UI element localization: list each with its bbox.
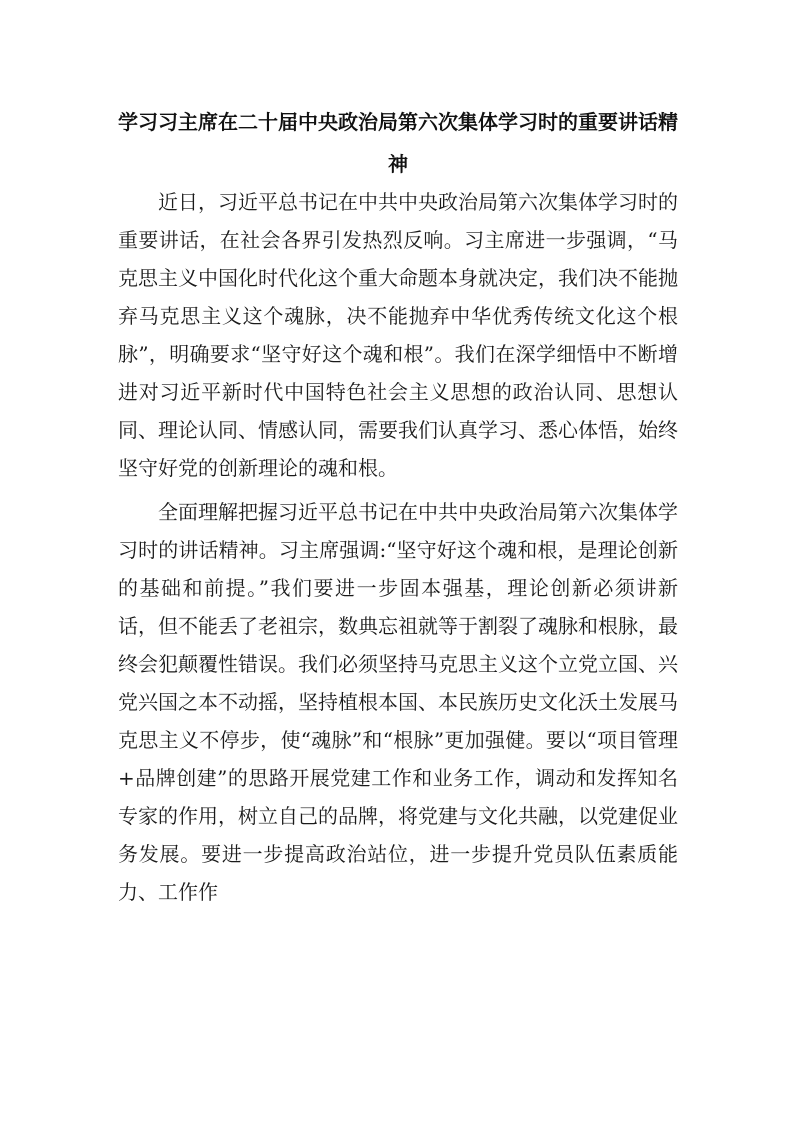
paragraph-2: 全面理解把握习近平总书记在中共中央政治局第六次集体学习时的讲话精神。习主席强调:“坚守好这个魂和根，是理论创新的基础和前提。”我们要进一步固本强基，理论创新必须讲新话，但不能丢了老祖宗，数典忘祖就等于割裂了魂脉和根脉，最终会犯颠覆性错误。我们必须坚持马克思主义这个立党立国、兴党兴国之本不动摇，坚持植根本国、本民族历史文化沃土发展马克思主义不停步，使“魂脉”和“根脉”更加强健。要以“项目管理+品牌创建”的思路开展党建工作和业务工作，调动和发挥知名专家的作用，树立自己的品牌，将党建与文化共融，以党建促业务发展。要进一步提高政治站位，进一步提升党员队伍素质能力、工作作 [118,500,678,904]
paragraph-1: 近日，习近平总书记在中共中央政治局第六次集体学习时的重要讲话，在社会各界引发热烈反响。习主席进一步强调，“马克思主义中国化时代化这个重大命题本身就决定，我们决不能抛弃马克思主义这个魂脉，决不能抛弃中华优秀传统文化这个根脉”，明确要求“坚守好这个魂和根”。我们在深学细悟中不断增进对习近平新时代中国特色社会主义思想的政治认同、思想认同、理论认同、情感认同，需要我们认真学习、悉心体悟，始终坚守好党的创新理论的魂和根。 [118,190,678,480]
document-body [118,183,678,911]
document-title: 学习习主席在二十届中央政治局第六次集体学习时的重要讲话精神 [118,110,678,176]
